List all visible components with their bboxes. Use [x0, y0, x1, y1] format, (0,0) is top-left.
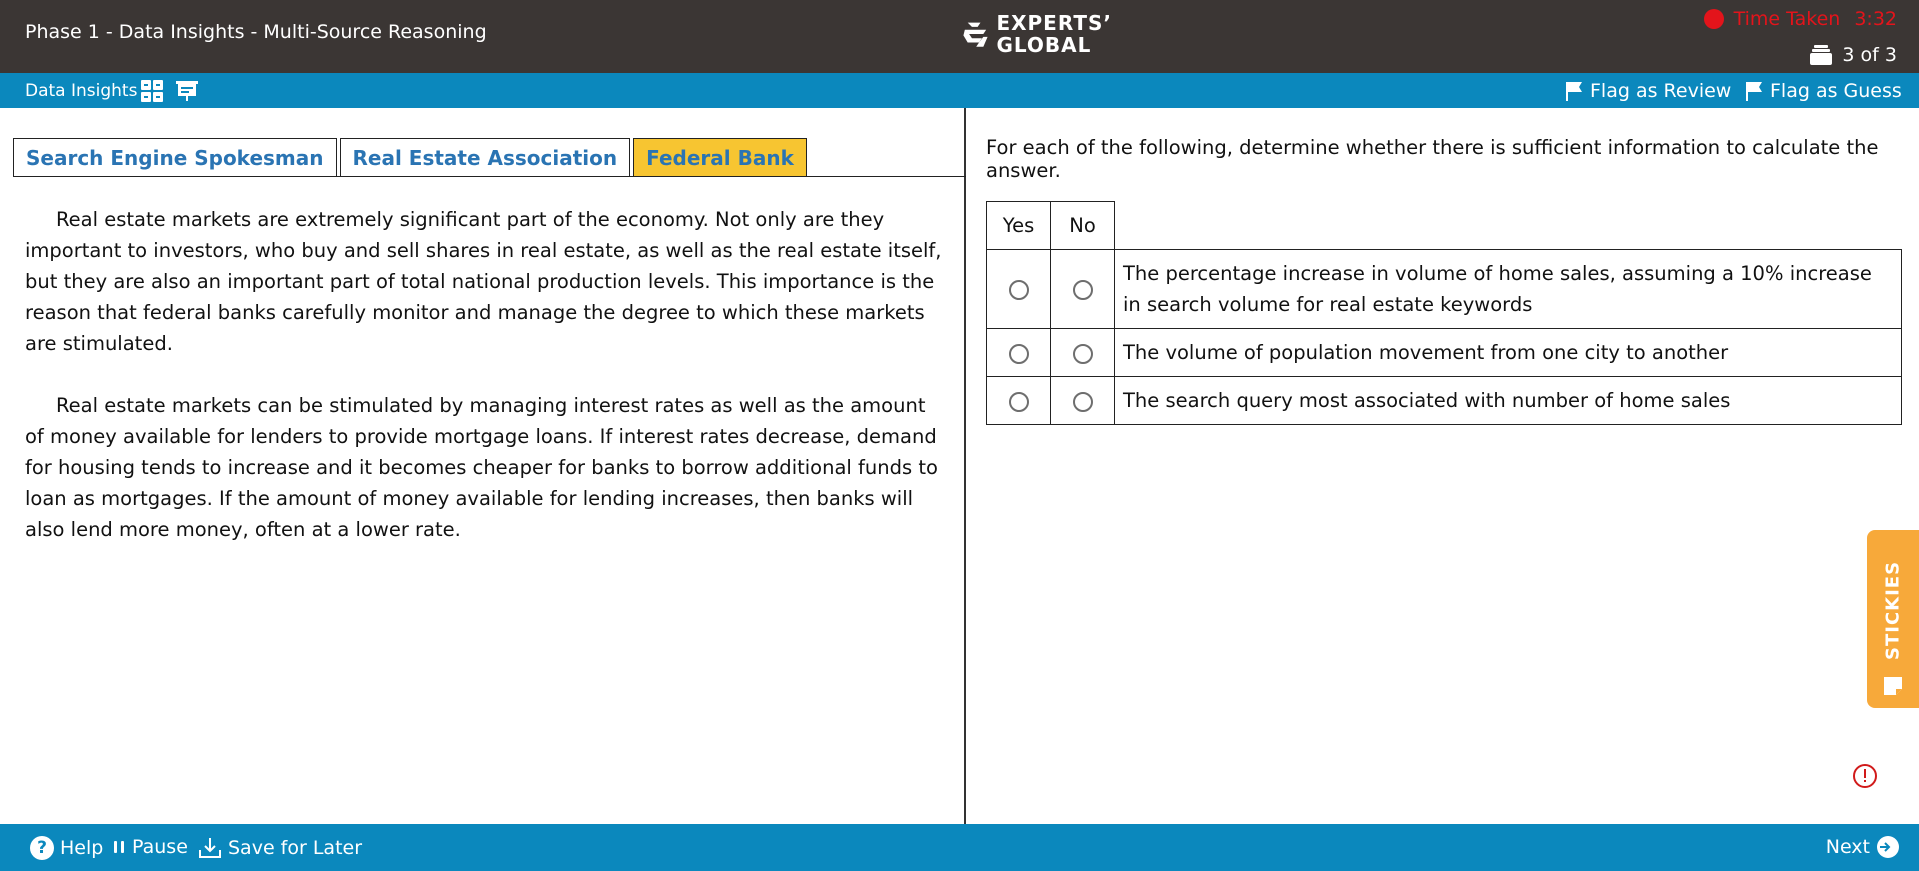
help-icon: ? [30, 836, 54, 860]
flag-guess-label: Flag as Guess [1770, 80, 1902, 102]
logo-text: EXPERTS’ GLOBAL [996, 11, 1112, 57]
grid-icon[interactable] [140, 79, 164, 103]
stickies-button[interactable] [1867, 530, 1919, 708]
presentation-icon[interactable] [175, 79, 199, 103]
source-passage [25, 204, 950, 576]
flag-icon [1745, 81, 1763, 101]
next-label: Next [1825, 836, 1870, 858]
record-dot-icon [1704, 9, 1724, 29]
radio-no-2[interactable] [1073, 344, 1093, 364]
tab-real-estate-association[interactable]: Real Estate Association [340, 138, 631, 176]
help-label: Help [60, 837, 104, 859]
radio-yes-1[interactable] [1009, 280, 1029, 300]
question-prompt: For each of the following, determine whether there is sufficient information to calculate the answer. [986, 136, 1879, 182]
download-icon [198, 836, 222, 860]
radio-yes-3[interactable] [1009, 392, 1029, 412]
tab-search-engine-spokesman[interactable]: Search Engine Spokesman [13, 138, 337, 176]
source-tabs [13, 138, 810, 176]
table-row [987, 377, 1902, 425]
save-label: Save for Later [228, 837, 363, 859]
flag-review-button[interactable] [1565, 80, 1731, 102]
passage-paragraph: Real estate markets are extremely significant part of the economy. Not only are they important to investors, who buy and sell shares in real estate, as well as the real estate itself, but they are also an important part of total national production levels. This importance is the reason that federal banks carefully monitor and manage the degree to which these markets are stimulated. [25, 208, 942, 355]
timer [1704, 8, 1897, 30]
radio-no-1[interactable] [1073, 280, 1093, 300]
tabs-divider [13, 176, 966, 177]
timer-value: 3:32 [1854, 8, 1897, 30]
save-for-later-button[interactable] [198, 836, 362, 860]
counter-text: 3 of 3 [1842, 44, 1897, 66]
tab-federal-bank[interactable]: Federal Bank [633, 138, 807, 176]
bottom-bar [0, 824, 1919, 871]
table-row [987, 329, 1902, 377]
passage-paragraph: Real estate markets can be stimulated by managing interest rates as well as the amount of money available for lenders to provide mortgage loans. If interest rates decrease, demand for housing tends to increase and it becomes cheaper for banks to borrow additional funds to loan as mortgages. If the amount of money available for lending increases, then banks will also lend more money, often at a lower rate. [25, 394, 938, 541]
radio-yes-2[interactable] [1009, 344, 1029, 364]
radio-no-3[interactable] [1073, 392, 1093, 412]
top-header [0, 0, 1919, 73]
column-no: No [1051, 202, 1115, 250]
question-pane [968, 108, 1919, 824]
help-button[interactable] [30, 836, 103, 860]
statement-2: The volume of population movement from one city to another [1115, 329, 1902, 377]
table-row [987, 250, 1902, 329]
next-button[interactable] [1826, 836, 1899, 858]
answer-table [986, 201, 1902, 425]
flag-review-label: Flag as Review [1590, 80, 1732, 102]
pause-icon [112, 839, 126, 855]
pause-button[interactable] [112, 836, 188, 858]
column-yes: Yes [987, 202, 1051, 250]
alert-icon[interactable] [1852, 763, 1878, 789]
question-counter [1810, 44, 1897, 66]
statement-3: The search query most associated with number of home sales [1115, 377, 1902, 425]
source-pane [0, 108, 966, 824]
section-name: Data Insights [25, 81, 138, 101]
timer-label: Time Taken [1733, 8, 1841, 30]
section-bar [0, 73, 1919, 108]
flag-guess-button[interactable] [1745, 80, 1902, 102]
stickies-label: STICKIES [1882, 560, 1904, 660]
note-icon [1882, 675, 1904, 697]
logo-mark-icon [962, 13, 990, 55]
page-title: Phase 1 - Data Insights - Multi-Source Reasoning [25, 21, 487, 43]
pause-label: Pause [132, 836, 188, 858]
stack-icon [1810, 45, 1832, 65]
flag-icon [1565, 81, 1583, 101]
statement-1: The percentage increase in volume of home sales, assuming a 10% increase in search volume for real estate keywords [1115, 250, 1902, 329]
next-arrow-icon [1877, 836, 1899, 858]
experts-global-logo [962, 11, 1112, 57]
